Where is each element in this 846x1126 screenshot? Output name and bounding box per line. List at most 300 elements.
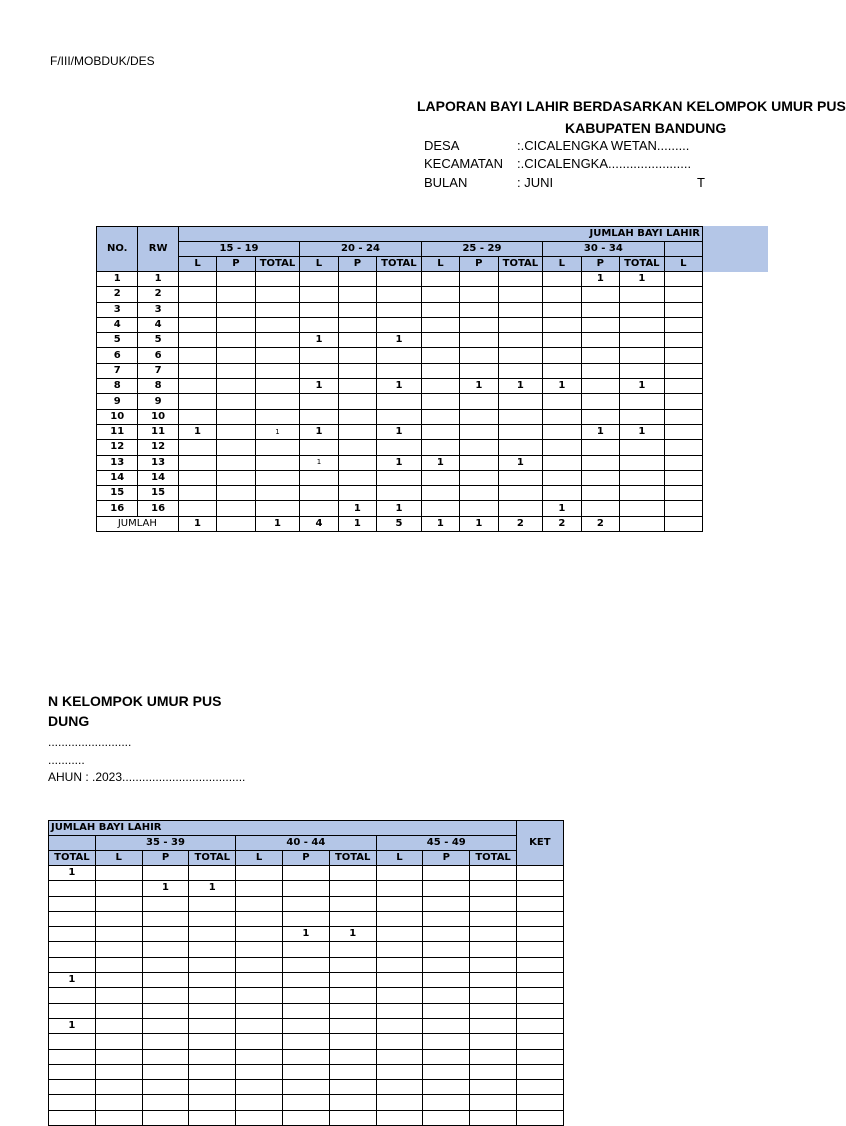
sub-header: TOTAL [377, 257, 422, 272]
data-cell [282, 988, 329, 1003]
data-cell [620, 333, 665, 348]
data-cell [498, 317, 543, 332]
data-cell [498, 486, 543, 501]
data-cell [282, 896, 329, 911]
data-cell [236, 1034, 283, 1049]
data-cell [255, 470, 300, 485]
jumlah-cell [620, 516, 665, 531]
data-cell: 1 [377, 424, 422, 439]
data-cell [460, 333, 498, 348]
table-row [97, 363, 703, 378]
data-cell [178, 317, 216, 332]
sub-header: P [282, 851, 329, 866]
data-cell [543, 424, 581, 439]
data-cell [329, 911, 376, 926]
sub-header: P [217, 257, 255, 272]
table-top-view [96, 226, 703, 534]
data-cell [516, 1034, 563, 1049]
data-cell [300, 409, 338, 424]
data-cell [217, 501, 255, 516]
sub-header: TOTAL [498, 257, 543, 272]
data-cell: 1 [300, 424, 338, 439]
data-cell [421, 424, 459, 439]
data-cell [543, 272, 581, 287]
data-cell [581, 501, 619, 516]
data-cell [178, 287, 216, 302]
jumlah-cell [95, 1110, 142, 1125]
data-cell [377, 287, 422, 302]
data-cell [664, 424, 702, 439]
jumlah-cell [376, 1110, 423, 1125]
data-cell [178, 470, 216, 485]
data-cell [338, 348, 376, 363]
row-rw: 14 [138, 470, 178, 485]
data-cell [255, 409, 300, 424]
row-no: 6 [97, 348, 138, 363]
header-fill-overflow [703, 226, 768, 272]
no-header: NO. [97, 227, 138, 272]
data-cell [142, 927, 189, 942]
data-cell [217, 440, 255, 455]
data-cell [516, 927, 563, 942]
row-no: 16 [97, 501, 138, 516]
table-row [97, 272, 703, 287]
desa-row [424, 138, 689, 153]
data-cell [338, 455, 376, 470]
data-cell [338, 317, 376, 332]
data-cell [255, 363, 300, 378]
data-cell [581, 302, 619, 317]
data-cell: 1 [581, 424, 619, 439]
data-cell [460, 470, 498, 485]
data-cell [95, 896, 142, 911]
data-cell [95, 1049, 142, 1064]
sub-header: L [376, 851, 423, 866]
data-cell [49, 988, 96, 1003]
jumlah-cell: 1 [178, 516, 216, 531]
data-cell [376, 1003, 423, 1018]
sub-header: TOTAL [189, 851, 236, 866]
data-cell [49, 942, 96, 957]
data-cell [421, 486, 459, 501]
data-cell [217, 424, 255, 439]
data-cell: 1 [620, 379, 665, 394]
data-cell: 1 [460, 379, 498, 394]
data-cell [423, 1064, 470, 1079]
table-row [49, 881, 564, 896]
data-cell [329, 866, 376, 881]
data-cell [423, 911, 470, 926]
data-cell [49, 1095, 96, 1110]
kecamatan-label: KECAMATAN [424, 156, 503, 171]
table-row [97, 394, 703, 409]
data-cell [189, 911, 236, 926]
data-cell [255, 272, 300, 287]
data-cell [217, 409, 255, 424]
age-group-header: 20 - 24 [300, 242, 421, 257]
row-no: 12 [97, 440, 138, 455]
data-cell: 1 [49, 973, 96, 988]
data-cell [664, 409, 702, 424]
data-cell [620, 486, 665, 501]
row-rw: 10 [138, 409, 178, 424]
data-cell [498, 348, 543, 363]
data-cell [255, 394, 300, 409]
data-cell [282, 1003, 329, 1018]
table-row [97, 501, 703, 516]
data-cell [376, 1049, 423, 1064]
data-cell [236, 911, 283, 926]
sub-header: P [142, 851, 189, 866]
row-rw: 12 [138, 440, 178, 455]
data-cell [470, 988, 517, 1003]
table-row [97, 379, 703, 394]
data-cell: 1 [142, 881, 189, 896]
data-cell [282, 911, 329, 926]
jumlah-cell [282, 1110, 329, 1125]
data-cell [421, 317, 459, 332]
data-cell [217, 272, 255, 287]
row-no: 1 [97, 272, 138, 287]
data-cell [460, 348, 498, 363]
data-cell [282, 957, 329, 972]
data-cell: 1 [178, 424, 216, 439]
age-group-header: 30 - 34 [543, 242, 664, 257]
desa-value: :.CICALENGKA WETAN......... [517, 138, 690, 153]
data-cell [377, 394, 422, 409]
data-cell [142, 1080, 189, 1095]
jumlah-label: JUMLAH [97, 516, 179, 531]
data-cell [338, 272, 376, 287]
data-cell [543, 302, 581, 317]
data-cell [664, 379, 702, 394]
data-cell [423, 881, 470, 896]
data-cell [376, 957, 423, 972]
row-no: 10 [97, 409, 138, 424]
data-cell [300, 363, 338, 378]
data-cell [95, 942, 142, 957]
sub-header: L [95, 851, 142, 866]
data-cell [516, 911, 563, 926]
data-cell [664, 455, 702, 470]
data-cell [470, 911, 517, 926]
data-cell [516, 1003, 563, 1018]
data-cell [236, 957, 283, 972]
data-cell: 1 [498, 455, 543, 470]
table-row [49, 1095, 564, 1110]
age-group-header: 25 - 29 [421, 242, 542, 257]
data-cell [236, 1080, 283, 1095]
data-cell [189, 927, 236, 942]
data-cell [664, 333, 702, 348]
jumlah-cell [189, 1110, 236, 1125]
data-cell [498, 302, 543, 317]
data-cell [236, 927, 283, 942]
data-cell [498, 424, 543, 439]
jumlah-cell: 4 [300, 516, 338, 531]
data-cell [95, 988, 142, 1003]
data-cell [49, 1003, 96, 1018]
row-no: 5 [97, 333, 138, 348]
data-cell [142, 988, 189, 1003]
data-cell [189, 988, 236, 1003]
row-rw: 9 [138, 394, 178, 409]
data-cell [460, 501, 498, 516]
data-cell [236, 942, 283, 957]
data-cell [581, 394, 619, 409]
data-cell [516, 881, 563, 896]
data-cell [255, 302, 300, 317]
data-cell [516, 896, 563, 911]
data-cell [516, 866, 563, 881]
jumlah-row [97, 516, 703, 531]
data-cell [470, 1080, 517, 1095]
data-cell [460, 287, 498, 302]
data-cell [236, 881, 283, 896]
data-cell [423, 866, 470, 881]
data-cell [282, 1018, 329, 1033]
data-cell [664, 394, 702, 409]
data-cell [189, 1095, 236, 1110]
data-cell [178, 348, 216, 363]
data-cell: 1 [49, 866, 96, 881]
data-cell [421, 348, 459, 363]
data-cell [329, 942, 376, 957]
data-cell [282, 1095, 329, 1110]
data-cell [300, 348, 338, 363]
table-row [49, 1003, 564, 1018]
data-cell [300, 486, 338, 501]
data-cell [664, 317, 702, 332]
data-cell [189, 896, 236, 911]
birth-table [96, 226, 703, 532]
data-cell [178, 394, 216, 409]
data-cell [217, 394, 255, 409]
report-title-continued: N KELOMPOK UMUR PUS [48, 693, 222, 709]
data-cell [516, 973, 563, 988]
jumlah-cell [423, 1110, 470, 1125]
data-cell [338, 440, 376, 455]
data-cell [620, 287, 665, 302]
sub-header: TOTAL [470, 851, 517, 866]
data-cell [581, 440, 619, 455]
age-group-header: 35 - 39 [95, 836, 235, 851]
data-cell [189, 1080, 236, 1095]
data-cell [217, 363, 255, 378]
data-cell [470, 942, 517, 957]
data-cell [376, 927, 423, 942]
sub-header: L [300, 257, 338, 272]
data-cell: 1 [189, 881, 236, 896]
data-cell [236, 1003, 283, 1018]
data-cell [178, 501, 216, 516]
table-row [49, 1018, 564, 1033]
data-cell [543, 333, 581, 348]
data-cell [300, 302, 338, 317]
data-cell [581, 348, 619, 363]
data-cell [460, 363, 498, 378]
data-cell [543, 455, 581, 470]
data-cell [95, 1095, 142, 1110]
data-cell [189, 866, 236, 881]
data-cell [236, 896, 283, 911]
data-cell [376, 866, 423, 881]
data-cell [377, 302, 422, 317]
data-cell [498, 287, 543, 302]
data-cell: 1 [377, 379, 422, 394]
jumlah-cell [142, 1110, 189, 1125]
data-cell [49, 957, 96, 972]
data-cell [282, 1080, 329, 1095]
data-cell [377, 348, 422, 363]
data-cell [236, 1018, 283, 1033]
data-cell [664, 287, 702, 302]
data-cell [282, 1034, 329, 1049]
data-cell [377, 363, 422, 378]
data-cell: 1 [329, 927, 376, 942]
data-cell [95, 1080, 142, 1095]
data-cell [189, 1064, 236, 1079]
data-cell [376, 973, 423, 988]
data-cell [498, 272, 543, 287]
table-row [97, 333, 703, 348]
data-cell [95, 911, 142, 926]
data-cell [282, 942, 329, 957]
data-cell [423, 973, 470, 988]
data-cell [498, 409, 543, 424]
data-cell [178, 379, 216, 394]
data-cell [142, 1018, 189, 1033]
report-subtitle: KABUPATEN BANDUNG [565, 120, 727, 136]
data-cell [460, 409, 498, 424]
report-subtitle-continued: DUNG [48, 713, 90, 729]
jumlah-cell [329, 1110, 376, 1125]
data-cell [376, 911, 423, 926]
data-cell [376, 1095, 423, 1110]
data-cell [470, 927, 517, 942]
data-cell [498, 394, 543, 409]
table-row [49, 1034, 564, 1049]
data-cell [421, 379, 459, 394]
data-cell [189, 1034, 236, 1049]
jumlah-cell [516, 1110, 563, 1125]
data-cell [423, 927, 470, 942]
data-cell [49, 1049, 96, 1064]
jumlah-bayi-lahir-header: JUMLAH BAYI LAHIR [178, 227, 702, 242]
data-cell [377, 317, 422, 332]
data-cell [236, 1049, 283, 1064]
jumlah-row [49, 1110, 564, 1125]
data-cell [142, 1034, 189, 1049]
data-cell [423, 1049, 470, 1064]
data-cell: 1 [300, 379, 338, 394]
data-cell [498, 440, 543, 455]
data-cell [470, 896, 517, 911]
data-cell [178, 486, 216, 501]
data-cell [543, 409, 581, 424]
data-cell [460, 486, 498, 501]
age-group-header-fragment [49, 836, 96, 851]
tahun-prefix: T [697, 175, 705, 190]
data-cell [470, 1034, 517, 1049]
row-rw: 2 [138, 287, 178, 302]
data-cell [543, 486, 581, 501]
data-cell [470, 1095, 517, 1110]
data-cell [142, 1049, 189, 1064]
data-cell [329, 1080, 376, 1095]
row-no: 15 [97, 486, 138, 501]
age-group-header: 45 - 49 [376, 836, 516, 851]
jumlah-cell: 1 [421, 516, 459, 531]
data-cell: 1 [620, 272, 665, 287]
data-cell [620, 363, 665, 378]
data-cell [95, 1034, 142, 1049]
data-cell [423, 1018, 470, 1033]
data-cell [376, 881, 423, 896]
data-cell [377, 470, 422, 485]
sub-header: L [664, 257, 702, 272]
data-cell [421, 302, 459, 317]
jumlah-cell [470, 1110, 517, 1125]
data-cell [470, 973, 517, 988]
sub-header: P [423, 851, 470, 866]
data-cell: 1 [620, 424, 665, 439]
data-cell: 1 [377, 501, 422, 516]
data-cell [421, 440, 459, 455]
data-cell [516, 1018, 563, 1033]
table-row [97, 455, 703, 470]
jumlah-cell: 2 [543, 516, 581, 531]
data-cell [178, 363, 216, 378]
table-row [97, 486, 703, 501]
jumlah-bayi-lahir-header: JUMLAH BAYI LAHIR [49, 821, 517, 836]
jumlah-cell: 5 [377, 516, 422, 531]
row-rw: 13 [138, 455, 178, 470]
data-cell [255, 501, 300, 516]
row-rw: 11 [138, 424, 178, 439]
row-no: 2 [97, 287, 138, 302]
kecamatan-value-continued: ........... [48, 753, 85, 767]
data-cell [376, 1080, 423, 1095]
data-cell [516, 1064, 563, 1079]
data-cell [95, 881, 142, 896]
data-cell [300, 317, 338, 332]
data-cell [217, 333, 255, 348]
table-row [49, 1080, 564, 1095]
data-cell [217, 302, 255, 317]
data-cell [236, 973, 283, 988]
data-cell [95, 927, 142, 942]
table-bottom-view [48, 820, 564, 1032]
data-cell [95, 866, 142, 881]
data-cell [664, 501, 702, 516]
data-cell [338, 302, 376, 317]
data-cell [338, 424, 376, 439]
data-cell [329, 881, 376, 896]
data-cell [377, 272, 422, 287]
jumlah-cell: 1 [338, 516, 376, 531]
data-cell [543, 470, 581, 485]
data-cell [620, 302, 665, 317]
data-cell [338, 409, 376, 424]
data-cell [664, 470, 702, 485]
data-cell [498, 470, 543, 485]
table-row [49, 973, 564, 988]
data-cell [95, 1018, 142, 1033]
data-cell [581, 363, 619, 378]
row-no: 13 [97, 455, 138, 470]
sub-header: L [236, 851, 283, 866]
